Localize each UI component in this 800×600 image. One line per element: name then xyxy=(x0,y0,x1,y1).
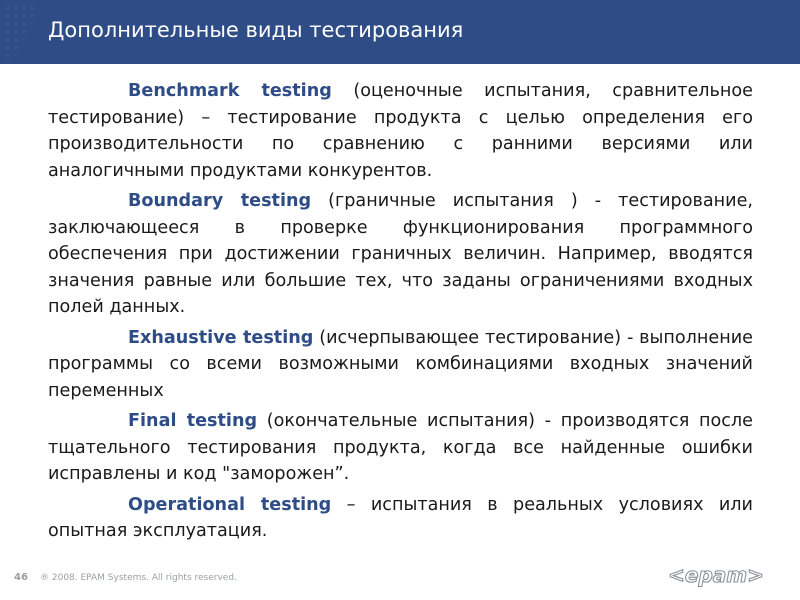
page-number: 46 xyxy=(14,572,28,583)
term-exhaustive-testing: Exhaustive testing xyxy=(128,327,314,348)
definition-exhaustive-testing: (исчерпывающее тестирование) - выполнение программы со всеми возможными комбинациями входных значений переменных xyxy=(48,327,753,401)
term-operational-testing: Operational testing xyxy=(128,494,332,515)
slide-title: Дополнительные виды тестирования xyxy=(48,18,464,42)
slide-header xyxy=(0,0,800,64)
slide-body xyxy=(48,78,753,549)
paragraph-final-testing xyxy=(48,408,753,488)
paragraph-exhaustive-testing xyxy=(48,325,753,405)
definition-benchmark-testing: (оценочные испытания, сравнительное тестирование) – тестирование продукта с целью определения его производительности по сравнению с ранними версиями или аналогичными продуктами конкурентов. xyxy=(48,81,753,181)
slide-footer xyxy=(0,554,800,600)
term-boundary-testing: Boundary testing xyxy=(128,191,312,211)
copyright-notice: ® 2008. EPAM Systems. All rights reserved. xyxy=(40,573,237,583)
paragraph-operational-testing xyxy=(48,492,753,545)
definition-boundary-testing: (граничные испытания ) - тестирование, заключающееся в проверке функционирования программного обеспечения при достижении граничных величин. Например, вводятся значения равные или большие тех, что заданы ограничениями входных полей данных. xyxy=(48,191,753,317)
definition-final-testing: (окончательные испытания) - производятся после тщательного тестирования продукта, когда все найденные ошибки исправлены и код "заморожен”. xyxy=(48,411,753,484)
term-benchmark-testing: Benchmark testing xyxy=(128,81,332,101)
logo-text: <epam> xyxy=(668,563,764,587)
definition-operational-testing: – испытания в реальных условиях или опытная эксплуатация. xyxy=(48,494,753,541)
paragraph-boundary-testing xyxy=(48,188,753,321)
paragraph-benchmark-testing xyxy=(48,78,753,184)
term-final-testing: Final testing xyxy=(128,411,258,431)
epam-logo xyxy=(668,560,764,592)
